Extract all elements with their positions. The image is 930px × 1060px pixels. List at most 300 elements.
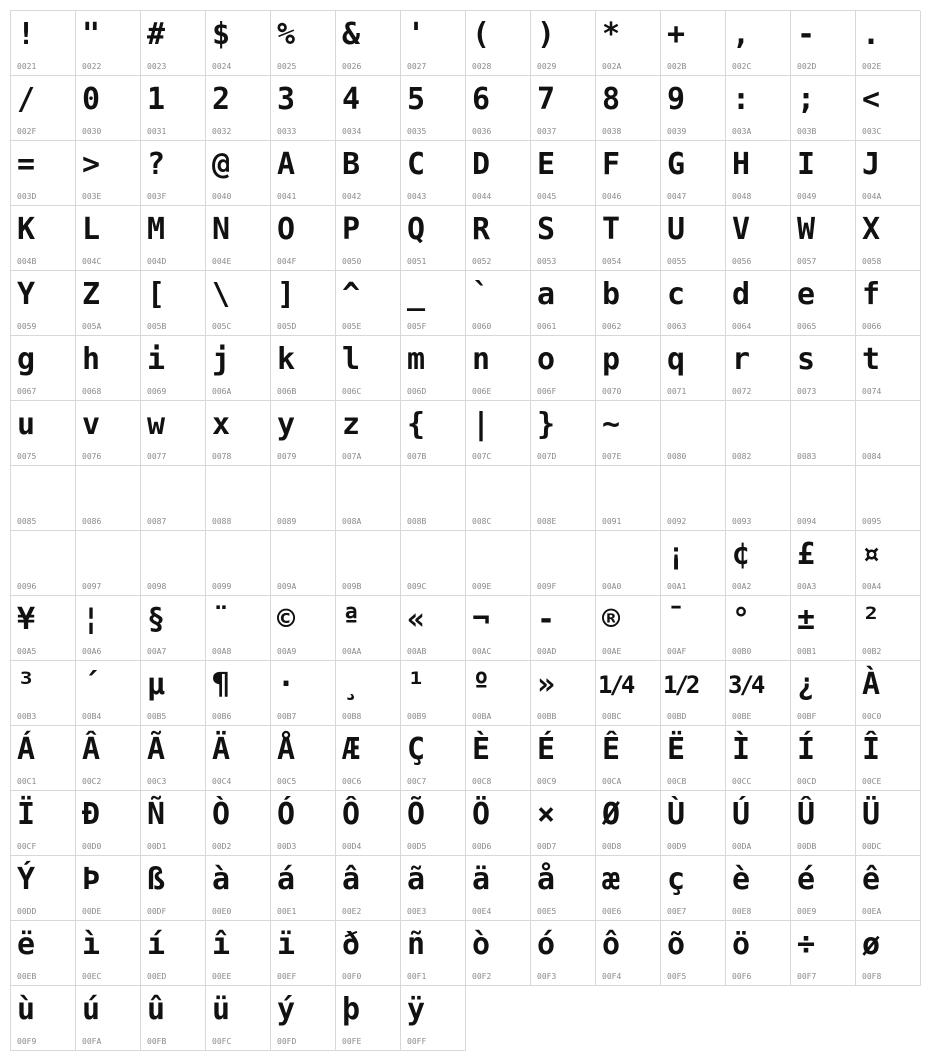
glyph-cell — [661, 791, 726, 856]
glyph-codepoint-label: 00EC — [82, 972, 102, 981]
glyph-codepoint-label: 00D6 — [472, 842, 492, 851]
glyph-codepoint-label: 0046 — [602, 192, 622, 201]
glyph-cell — [11, 401, 76, 466]
glyph-codepoint-label: 00D4 — [342, 842, 362, 851]
glyph-character: º — [472, 667, 489, 702]
glyph-character: ¹ — [407, 667, 424, 702]
glyph-cell — [11, 791, 76, 856]
glyph-cell — [726, 791, 791, 856]
glyph-codepoint-label: 00F1 — [407, 972, 427, 981]
glyph-character: ú — [82, 992, 99, 1027]
glyph-cell — [401, 271, 466, 336]
glyph-codepoint-label: 003E — [82, 192, 102, 201]
glyph-cell — [401, 336, 466, 401]
glyph-codepoint-label: 0094 — [797, 517, 817, 526]
glyph-character: Y — [17, 277, 34, 312]
glyph-cell — [531, 856, 596, 921]
glyph-character: ì — [82, 927, 99, 962]
glyph-codepoint-label: 0098 — [147, 582, 167, 591]
glyph-cell — [726, 856, 791, 921]
glyph-codepoint-label: 0078 — [212, 452, 232, 461]
glyph-codepoint-label: 005E — [342, 322, 362, 331]
glyph-character: Ë — [667, 732, 684, 767]
glyph-codepoint-label: 0060 — [472, 322, 492, 331]
glyph-character: 9 — [667, 82, 684, 117]
glyph-character: Ç — [407, 732, 424, 767]
glyph-character: ¯ — [667, 602, 684, 637]
glyph-cell — [531, 661, 596, 726]
glyph-cell — [596, 921, 661, 986]
glyph-codepoint-label: 00DB — [797, 842, 817, 851]
glyph-cell — [856, 206, 921, 271]
glyph-cell — [271, 336, 336, 401]
glyph-cell — [401, 206, 466, 271]
glyph-cell — [336, 76, 401, 141]
glyph-character: k — [277, 342, 294, 377]
glyph-cell — [76, 206, 141, 271]
glyph-codepoint-label: 00CF — [17, 842, 37, 851]
glyph-codepoint-label: 00F0 — [342, 972, 362, 981]
glyph-character: / — [17, 82, 34, 117]
glyph-codepoint-label: 0054 — [602, 257, 622, 266]
glyph-character: · — [277, 667, 294, 702]
glyph-codepoint-label: 0070 — [602, 387, 622, 396]
glyph-codepoint-label: 0031 — [147, 127, 167, 136]
glyph-codepoint-label: 0032 — [212, 127, 232, 136]
glyph-cell — [466, 661, 531, 726]
glyph-character: Õ — [407, 797, 424, 832]
glyph-cell — [466, 856, 531, 921]
glyph-character: £ — [797, 537, 814, 572]
glyph-cell — [596, 856, 661, 921]
glyph-cell — [271, 206, 336, 271]
glyph-codepoint-label: 00CA — [602, 777, 622, 786]
glyph-character: î — [212, 927, 229, 962]
glyph-cell — [596, 596, 661, 661]
glyph-codepoint-label: 00C9 — [537, 777, 557, 786]
glyph-codepoint-label: 00D5 — [407, 842, 427, 851]
glyph-cell — [206, 856, 271, 921]
glyph-codepoint-label: 00F9 — [17, 1037, 37, 1046]
glyph-cell — [531, 466, 596, 531]
glyph-codepoint-label: 009C — [407, 582, 427, 591]
glyph-character: m — [407, 342, 424, 377]
glyph-cell — [726, 466, 791, 531]
glyph-cell — [726, 726, 791, 791]
glyph-character: ô — [602, 927, 619, 962]
glyph-character: ± — [797, 602, 814, 637]
glyph-character: q — [667, 342, 684, 377]
glyph-cell — [856, 856, 921, 921]
glyph-cell — [531, 726, 596, 791]
glyph-character: Ó — [277, 797, 294, 832]
glyph-codepoint-label: 00B8 — [342, 712, 362, 721]
glyph-codepoint-label: 0097 — [82, 582, 102, 591]
glyph-codepoint-label: 00E4 — [472, 907, 492, 916]
glyph-character: 8 — [602, 82, 619, 117]
glyph-character: À — [862, 667, 879, 702]
glyph-codepoint-label: 00E6 — [602, 907, 622, 916]
glyph-cell — [11, 921, 76, 986]
glyph-codepoint-label: 0039 — [667, 127, 687, 136]
glyph-cell — [661, 76, 726, 141]
glyph-codepoint-label: 00B9 — [407, 712, 427, 721]
glyph-character: Å — [277, 732, 294, 767]
glyph-cell — [661, 206, 726, 271]
glyph-character: Û — [797, 797, 814, 832]
glyph-character: c — [667, 277, 684, 312]
glyph-codepoint-label: 00B1 — [797, 647, 817, 656]
glyph-codepoint-label: 00CC — [732, 777, 752, 786]
glyph-codepoint-label: 0023 — [147, 62, 167, 71]
glyph-cell — [466, 271, 531, 336]
glyph-character: ¤ — [862, 537, 879, 572]
glyph-cell — [856, 466, 921, 531]
glyph-codepoint-label: 009A — [277, 582, 297, 591]
glyph-codepoint-label: 0062 — [602, 322, 622, 331]
glyph-character: Ø — [602, 797, 619, 832]
glyph-codepoint-label: 00E1 — [277, 907, 297, 916]
glyph-cell — [791, 856, 856, 921]
glyph-character: f — [862, 277, 879, 312]
glyph-codepoint-label: 0061 — [537, 322, 557, 331]
glyph-character: : — [732, 82, 749, 117]
glyph-codepoint-label: 00BD — [667, 712, 687, 721]
glyph-cell — [206, 141, 271, 206]
glyph-cell — [596, 206, 661, 271]
glyph-codepoint-label: 00B4 — [82, 712, 102, 721]
glyph-codepoint-label: 004B — [17, 257, 37, 266]
glyph-codepoint-label: 0026 — [342, 62, 362, 71]
glyph-character: y — [277, 407, 294, 442]
glyph-character: X — [862, 212, 879, 247]
glyph-codepoint-label: 00DD — [17, 907, 37, 916]
glyph-codepoint-label: 002D — [797, 62, 817, 71]
glyph-codepoint-label: 0052 — [472, 257, 492, 266]
glyph-character: v — [82, 407, 99, 442]
glyph-cell — [596, 11, 661, 76]
glyph-codepoint-label: 002E — [862, 62, 882, 71]
glyph-codepoint-label: 002F — [17, 127, 37, 136]
glyph-cell — [76, 141, 141, 206]
glyph-character: ? — [147, 147, 164, 182]
glyph-codepoint-label: 00DE — [82, 907, 102, 916]
glyph-cell — [271, 726, 336, 791]
glyph-cell — [336, 141, 401, 206]
glyph-cell — [336, 986, 401, 1051]
glyph-codepoint-label: 008B — [407, 517, 427, 526]
glyph-cell — [141, 856, 206, 921]
glyph-cell — [11, 466, 76, 531]
glyph-character: = — [17, 147, 34, 182]
glyph-codepoint-label: 009E — [472, 582, 492, 591]
glyph-codepoint-label: 00AC — [472, 647, 492, 656]
glyph-cell — [661, 921, 726, 986]
glyph-codepoint-label: 00C8 — [472, 777, 492, 786]
glyph-character: { — [407, 407, 424, 442]
glyph-cell — [401, 596, 466, 661]
glyph-codepoint-label: 00B3 — [17, 712, 37, 721]
glyph-character: ù — [17, 992, 34, 1027]
glyph-character: S — [537, 212, 554, 247]
glyph-cell — [271, 271, 336, 336]
glyph-cell — [271, 466, 336, 531]
glyph-character: ¶ — [212, 667, 229, 702]
glyph-character: ` — [472, 277, 489, 312]
glyph-cell — [401, 921, 466, 986]
glyph-codepoint-label: 009F — [537, 582, 557, 591]
glyph-character: ó — [537, 927, 554, 962]
glyph-character: ] — [277, 277, 294, 312]
glyph-codepoint-label: 00CD — [797, 777, 817, 786]
glyph-cell — [661, 661, 726, 726]
glyph-cell — [726, 11, 791, 76]
glyph-codepoint-label: 00C1 — [17, 777, 37, 786]
glyph-character: s — [797, 342, 814, 377]
glyph-codepoint-label: 0021 — [17, 62, 37, 71]
glyph-character: 1/2 — [663, 671, 698, 699]
glyph-cell — [856, 726, 921, 791]
glyph-cell — [141, 726, 206, 791]
glyph-character: § — [147, 602, 164, 637]
glyph-codepoint-label: 0067 — [17, 387, 37, 396]
glyph-codepoint-label: 0071 — [667, 387, 687, 396]
glyph-character: ¡ — [667, 537, 684, 572]
glyph-codepoint-label: 00BB — [537, 712, 557, 721]
glyph-character: Ñ — [147, 797, 164, 832]
glyph-cell — [336, 531, 401, 596]
glyph-cell — [141, 141, 206, 206]
glyph-cell — [141, 76, 206, 141]
glyph-character: O — [277, 212, 294, 247]
glyph-codepoint-label: 00A4 — [862, 582, 882, 591]
glyph-cell — [206, 726, 271, 791]
glyph-character: « — [407, 602, 424, 637]
glyph-character: ¢ — [732, 537, 749, 572]
glyph-codepoint-label: 00A7 — [147, 647, 167, 656]
glyph-codepoint-label: 0080 — [667, 452, 687, 461]
glyph-character: l — [342, 342, 359, 377]
glyph-cell — [661, 466, 726, 531]
glyph-character: 1/4 — [598, 671, 633, 699]
glyph-cell — [11, 141, 76, 206]
glyph-codepoint-label: 0089 — [277, 517, 297, 526]
glyph-cell — [726, 271, 791, 336]
glyph-cell — [11, 336, 76, 401]
glyph-cell — [336, 661, 401, 726]
glyph-codepoint-label: 0022 — [82, 62, 102, 71]
glyph-cell — [271, 401, 336, 466]
glyph-character: Ý — [17, 862, 34, 897]
glyph-codepoint-label: 0083 — [797, 452, 817, 461]
glyph-cell — [791, 466, 856, 531]
glyph-character: Q — [407, 212, 424, 247]
glyph-cell — [206, 596, 271, 661]
glyph-cell — [856, 921, 921, 986]
glyph-character: Ð — [82, 797, 99, 832]
glyph-codepoint-label: 009B — [342, 582, 362, 591]
glyph-character: ! — [17, 17, 34, 52]
glyph-character: í — [147, 927, 164, 962]
glyph-codepoint-label: 00DC — [862, 842, 882, 851]
glyph-codepoint-label: 00F3 — [537, 972, 557, 981]
glyph-cell — [856, 661, 921, 726]
glyph-codepoint-label: 003B — [797, 127, 817, 136]
glyph-cell — [596, 726, 661, 791]
glyph-cell — [791, 206, 856, 271]
glyph-character: ÷ — [797, 927, 814, 962]
glyph-cell — [141, 986, 206, 1051]
glyph-codepoint-label: 007B — [407, 452, 427, 461]
glyph-cell — [531, 271, 596, 336]
glyph-codepoint-label: 008E — [537, 517, 557, 526]
glyph-character: ü — [212, 992, 229, 1027]
glyph-codepoint-label: 0030 — [82, 127, 102, 136]
glyph-codepoint-label: 0082 — [732, 452, 752, 461]
glyph-codepoint-label: 00C4 — [212, 777, 232, 786]
glyph-cell — [401, 76, 466, 141]
glyph-character: B — [342, 147, 359, 182]
glyph-character: | — [472, 407, 489, 442]
glyph-codepoint-label: 00D7 — [537, 842, 557, 851]
glyph-character: \ — [212, 277, 229, 312]
glyph-cell — [76, 986, 141, 1051]
glyph-codepoint-label: 00A6 — [82, 647, 102, 656]
glyph-cell — [531, 206, 596, 271]
glyph-cell — [661, 856, 726, 921]
glyph-character: ÿ — [407, 992, 424, 1027]
glyph-character: 2 — [212, 82, 229, 117]
glyph-codepoint-label: 0057 — [797, 257, 817, 266]
glyph-cell — [726, 596, 791, 661]
glyph-cell — [206, 791, 271, 856]
glyph-character: M — [147, 212, 164, 247]
glyph-character: Ô — [342, 797, 359, 832]
glyph-codepoint-label: 006B — [277, 387, 297, 396]
glyph-codepoint-label: 00BF — [797, 712, 817, 721]
glyph-codepoint-label: 0065 — [797, 322, 817, 331]
glyph-cell — [206, 986, 271, 1051]
glyph-cell — [141, 791, 206, 856]
glyph-character: ï — [277, 927, 294, 962]
glyph-character: Ã — [147, 732, 164, 767]
glyph-cell — [401, 856, 466, 921]
glyph-character: á — [277, 862, 294, 897]
glyph-codepoint-label: 00E7 — [667, 907, 687, 916]
glyph-cell — [661, 11, 726, 76]
glyph-cell — [206, 206, 271, 271]
glyph-character: z — [342, 407, 359, 442]
glyph-cell — [401, 401, 466, 466]
glyph-codepoint-label: 0064 — [732, 322, 752, 331]
glyph-cell — [11, 986, 76, 1051]
glyph-cell — [271, 856, 336, 921]
glyph-codepoint-label: 0041 — [277, 192, 297, 201]
glyph-character: 1 — [147, 82, 164, 117]
glyph-character: Ì — [732, 732, 749, 767]
glyph-cell — [856, 336, 921, 401]
glyph-cell — [726, 921, 791, 986]
glyph-character: J — [862, 147, 879, 182]
glyph-codepoint-label: 00AB — [407, 647, 427, 656]
glyph-codepoint-label: 00AA — [342, 647, 362, 656]
glyph-cell — [141, 466, 206, 531]
glyph-codepoint-label: 0027 — [407, 62, 427, 71]
glyph-codepoint-label: 0072 — [732, 387, 752, 396]
glyph-codepoint-label: 00BC — [602, 712, 622, 721]
glyph-cell — [336, 336, 401, 401]
glyph-cell — [336, 596, 401, 661]
glyph-cell — [76, 11, 141, 76]
glyph-codepoint-label: 0024 — [212, 62, 232, 71]
glyph-cell — [531, 596, 596, 661]
glyph-cell — [76, 531, 141, 596]
glyph-cell — [856, 401, 921, 466]
glyph-character: Í — [797, 732, 814, 767]
glyph-codepoint-label: 004C — [82, 257, 102, 266]
glyph-codepoint-label: 0048 — [732, 192, 752, 201]
glyph-codepoint-label: 00CB — [667, 777, 687, 786]
glyph-codepoint-label: 0099 — [212, 582, 232, 591]
glyph-character: ° — [732, 602, 749, 637]
glyph-cell — [726, 141, 791, 206]
glyph-cell — [206, 401, 271, 466]
glyph-cell — [466, 466, 531, 531]
glyph-character: G — [667, 147, 684, 182]
glyph-codepoint-label: 00C5 — [277, 777, 297, 786]
glyph-character: ~ — [602, 407, 619, 442]
glyph-cell — [76, 401, 141, 466]
glyph-codepoint-label: 0096 — [17, 582, 37, 591]
glyph-codepoint-label: 0076 — [82, 452, 102, 461]
glyph-cell — [466, 791, 531, 856]
glyph-cell — [76, 726, 141, 791]
glyph-cell — [401, 141, 466, 206]
glyph-character: ¬ — [472, 602, 489, 637]
glyph-character: i — [147, 342, 164, 377]
glyph-codepoint-label: 0058 — [862, 257, 882, 266]
glyph-cell — [141, 401, 206, 466]
glyph-character: u — [17, 407, 34, 442]
glyph-character: < — [862, 82, 879, 117]
glyph-codepoint-label: 0075 — [17, 452, 37, 461]
glyph-character: } — [537, 407, 554, 442]
glyph-codepoint-label: 0086 — [82, 517, 102, 526]
glyph-cell — [206, 531, 271, 596]
glyph-cell — [466, 76, 531, 141]
glyph-character: ' — [407, 17, 424, 52]
glyph-codepoint-label: 005A — [82, 322, 102, 331]
glyph-character: Ö — [472, 797, 489, 832]
glyph-cell — [791, 271, 856, 336]
glyph-character: ¸ — [342, 667, 359, 702]
glyph-codepoint-label: 00B0 — [732, 647, 752, 656]
glyph-codepoint-label: 00E3 — [407, 907, 427, 916]
glyph-codepoint-label: 0077 — [147, 452, 167, 461]
glyph-cell — [466, 401, 531, 466]
glyph-codepoint-label: 007A — [342, 452, 362, 461]
glyph-cell — [466, 141, 531, 206]
glyph-codepoint-label: 003C — [862, 127, 882, 136]
glyph-character: Î — [862, 732, 879, 767]
glyph-cell — [336, 401, 401, 466]
glyph-character: b — [602, 277, 619, 312]
glyph-character: * — [602, 17, 619, 52]
glyph-codepoint-label: 006C — [342, 387, 362, 396]
glyph-cell — [791, 726, 856, 791]
glyph-character: ß — [147, 862, 164, 897]
glyph-codepoint-label: 0042 — [342, 192, 362, 201]
